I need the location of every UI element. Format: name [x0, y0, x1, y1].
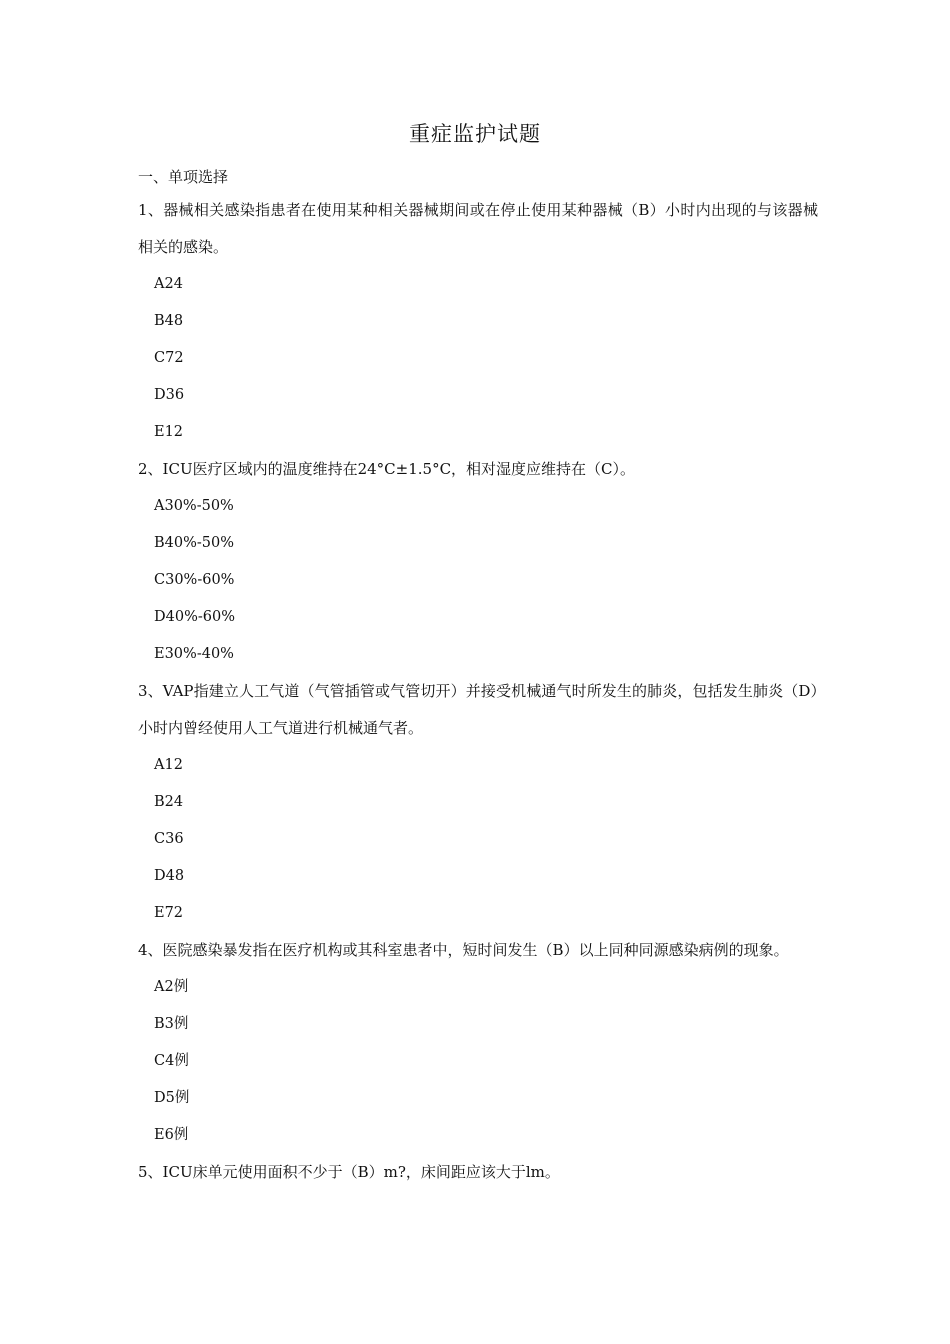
- question-option: E72: [154, 905, 184, 921]
- question-option: D36: [154, 387, 185, 403]
- question-option: D48: [154, 868, 185, 884]
- question-option: E6例: [154, 1127, 189, 1143]
- question-option: A12: [154, 757, 183, 773]
- question-list: [138, 162, 818, 1191]
- question-option: E12: [154, 424, 184, 440]
- question-text: 4、医院感染暴发指在医疗机构或其科室患者中，短时间发生（B）以上同种同源感染病例的现象。: [138, 941, 789, 959]
- question-option: C36: [154, 831, 184, 847]
- question-option: C72: [154, 350, 184, 366]
- question-option: A30%-50%: [154, 498, 234, 514]
- question-option: A2例: [154, 979, 189, 995]
- question-option: B3例: [154, 1016, 189, 1032]
- question-option: B48: [154, 313, 184, 329]
- question-option: B24: [154, 794, 184, 810]
- question-option: E30%-40%: [154, 646, 234, 662]
- question-text: 3、VAP指建立人工气道（气管插管或气管切开）并接受机械通气时所发生的肺炎，包括发生肺炎（D）小时内曾经使用人工气道进行机械通气者。: [138, 682, 818, 737]
- question-option: C4例: [154, 1053, 189, 1069]
- question-option: C30%-60%: [154, 572, 235, 588]
- question-option: B40%-50%: [154, 535, 235, 551]
- question-option: D5例: [154, 1090, 190, 1106]
- page-title: 重症监护试题: [409, 122, 541, 146]
- question-option: A24: [154, 276, 183, 292]
- question-text: 2、ICU医疗区域内的温度维持在24°C±1.5°C，相对湿度应维持在（C）。: [138, 460, 636, 478]
- section-heading: 一、单项选择: [138, 168, 229, 186]
- question-text: 5、ICU床单元使用面积不少于（B）m?，床间距应该大于lm。: [138, 1163, 560, 1181]
- question-text: 1、器械相关感染指患者在使用某种相关器械期间或在停止使用某种器械（B）小时内出现的与该器械相关的感染。: [138, 201, 818, 256]
- question-option: D40%-60%: [154, 609, 235, 625]
